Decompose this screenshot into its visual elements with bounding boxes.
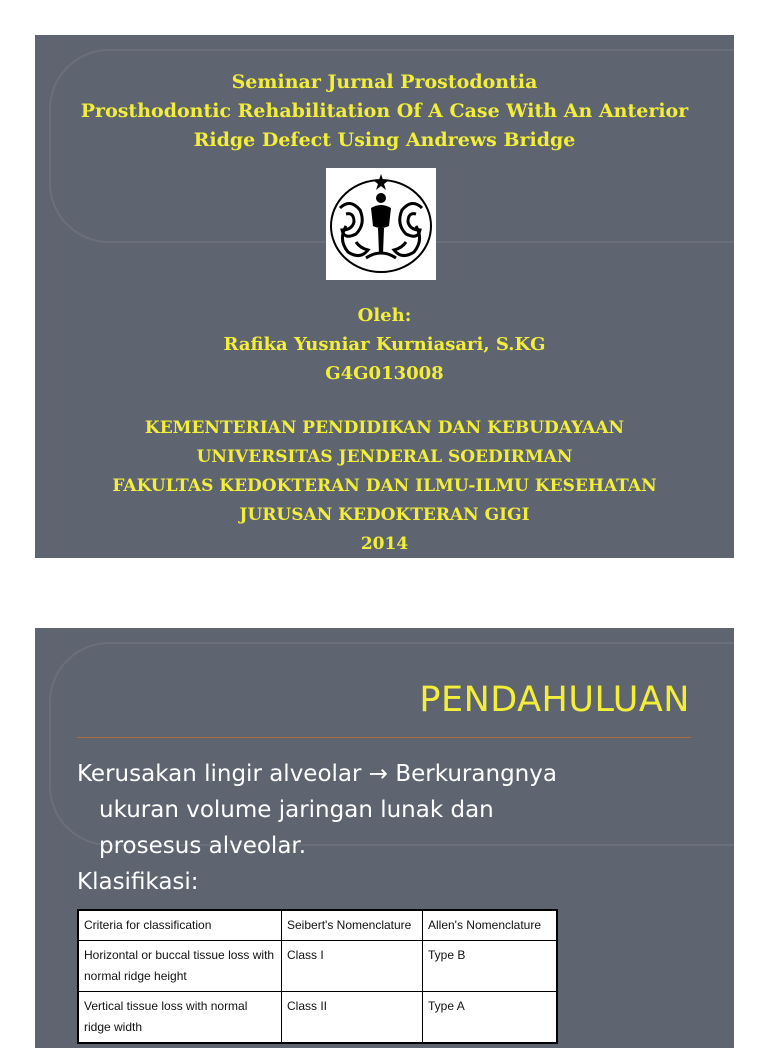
author-block <box>35 301 734 388</box>
title-line: Ridge Defect Using Andrews Bridge <box>193 129 576 151</box>
table-cell: Class II <box>282 992 423 1043</box>
table-cell: Type B <box>423 941 557 992</box>
emblem-icon <box>326 168 436 280</box>
year: 2014 <box>360 534 409 554</box>
paragraph-line: Kerusakan lingir alveolar → Berkurangnya <box>77 761 557 787</box>
content-slide <box>35 628 734 1048</box>
institution-line: JURUSAN KEDOKTERAN GIGI <box>239 505 530 525</box>
author-label: Oleh: <box>357 305 412 326</box>
table-header: Seibert's Nomenclature <box>282 911 423 941</box>
title-line: Seminar Jurnal Prostodontia <box>231 71 538 93</box>
institution-line: FAKULTAS KEDOKTERAN DAN ILMU-ILMU KESEHATAN <box>112 476 657 496</box>
slide-title <box>35 68 734 155</box>
institution-block <box>35 414 734 558</box>
author-name: Rafika Yusniar Kurniasari, S.KG <box>223 334 546 355</box>
table-header-row <box>79 911 557 941</box>
classification-label: Klasifikasi: <box>77 869 199 895</box>
table-cell: Vertical tissue loss with normal ridge width <box>79 992 282 1043</box>
title-slide <box>35 35 734 558</box>
table-row <box>79 992 557 1043</box>
table-cell: Class I <box>282 941 423 992</box>
paragraph-line: prosesus alveolar. <box>99 833 307 859</box>
title-divider <box>77 737 691 738</box>
institution-line: KEMENTERIAN PENDIDIKAN DAN KEBUDAYAAN <box>144 418 625 438</box>
table-row <box>79 941 557 992</box>
table-cell: Type A <box>423 992 557 1043</box>
paragraph-line: ukuran volume jaringan lunak dan <box>99 797 494 823</box>
slide-body <box>77 756 717 900</box>
slide-title: PENDAHULUAN <box>419 680 690 720</box>
institution-line: UNIVERSITAS JENDERAL SOEDIRMAN <box>196 447 573 467</box>
table-header: Allen's Nomenclature <box>423 911 557 941</box>
table-cell: Horizontal or buccal tissue loss with normal ridge height <box>79 941 282 992</box>
title-line: Prosthodontic Rehabilitation Of A Case With An Anterior <box>80 100 689 122</box>
university-emblem-logo <box>326 168 436 280</box>
table-header: Criteria for classification <box>79 911 282 941</box>
student-id: G4G013008 <box>325 363 444 384</box>
